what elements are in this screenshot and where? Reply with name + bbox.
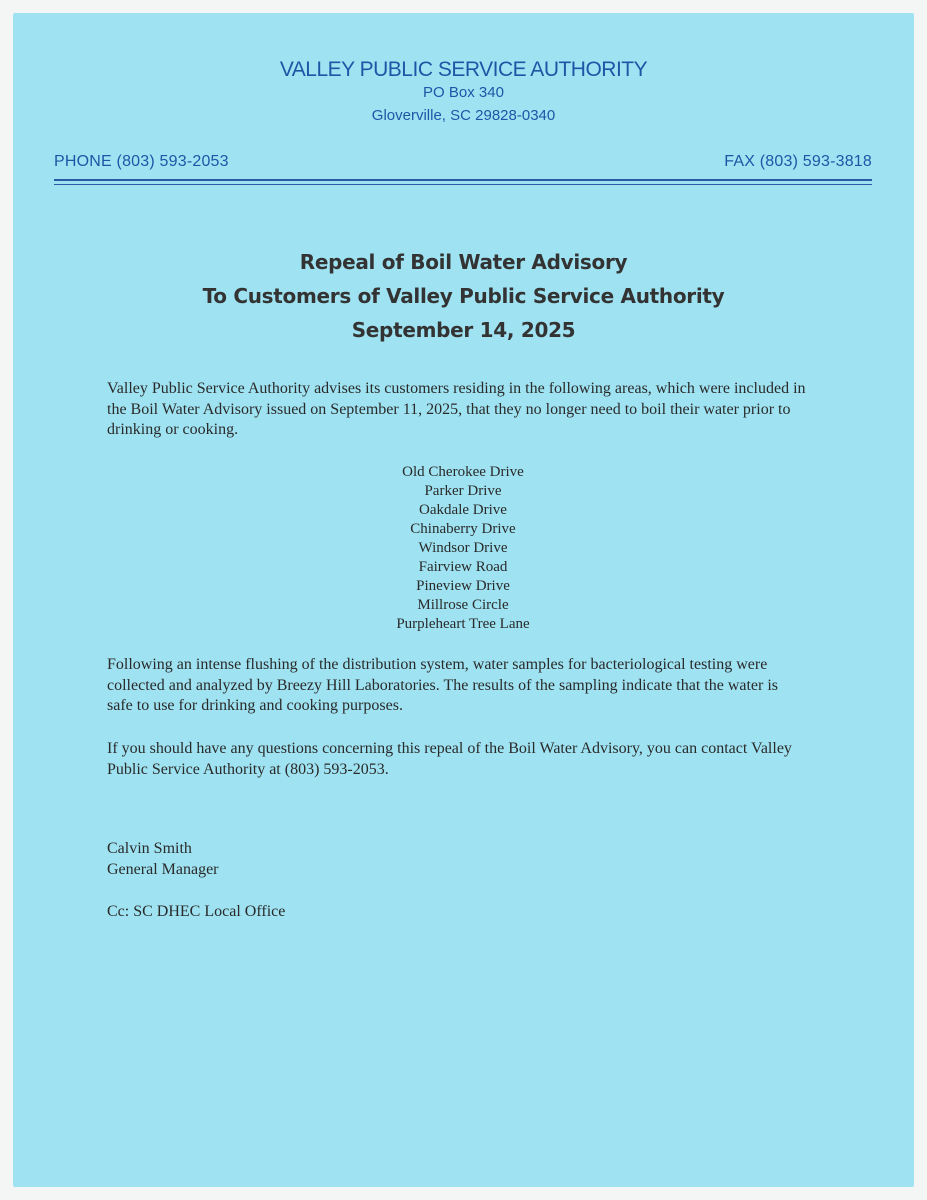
street-item: Parker Drive bbox=[424, 483, 502, 499]
header-divider bbox=[54, 179, 872, 181]
header-divider-thin bbox=[54, 184, 872, 185]
street-item: Oakdale Drive bbox=[419, 502, 507, 518]
organization-name: VALLEY PUBLIC SERVICE AUTHORITY bbox=[279, 58, 648, 81]
testing-paragraph: Following an intense flushing of the distribution system, water samples for bacteriological testing were collected and analyzed by Breezy Hill Laboratories. The results of the sampling indicate that the water is safe to use for drinking and cooking purposes. bbox=[107, 656, 779, 714]
street-item: Old Cherokee Drive bbox=[402, 464, 524, 480]
street-item: Windsor Drive bbox=[418, 540, 508, 556]
street-item: Millrose Circle bbox=[417, 597, 509, 613]
po-box: PO Box 340 bbox=[423, 84, 504, 101]
contact-paragraph: If you should have any questions concerning this repeal of the Boil Water Advisory, you can contact Valley Public Service Authority at (803) 593-2053. bbox=[107, 740, 792, 778]
street-item: Purpleheart Tree Lane bbox=[396, 616, 530, 632]
phone-number: PHONE (803) 593-2053 bbox=[54, 153, 229, 170]
signer-name: Calvin Smith bbox=[107, 840, 192, 857]
address: Gloverville, SC 29828-0340 bbox=[371, 107, 556, 124]
cc-line: Cc: SC DHEC Local Office bbox=[107, 903, 286, 920]
notice-title: Repeal of Boil Water Advisory bbox=[299, 250, 628, 274]
street-item: Pineview Drive bbox=[416, 578, 510, 594]
notice-subtitle: To Customers of Valley Public Service Authority bbox=[202, 284, 725, 308]
notice-date: September 14, 2025 bbox=[351, 318, 576, 342]
street-item: Chinaberry Drive bbox=[410, 521, 516, 537]
affected-streets-list bbox=[263, 463, 663, 634]
fax-number: FAX (803) 593-3818 bbox=[724, 153, 872, 170]
intro-paragraph: Valley Public Service Authority advises its customers residing in the following areas, which were included in the Boil Water Advisory issued on September 11, 2025, that they no longer need to boil their water prior to drinking or cooking. bbox=[107, 380, 806, 438]
signer-title: General Manager bbox=[107, 861, 219, 878]
street-item: Fairview Road bbox=[418, 559, 508, 575]
letter-page bbox=[13, 13, 914, 1187]
